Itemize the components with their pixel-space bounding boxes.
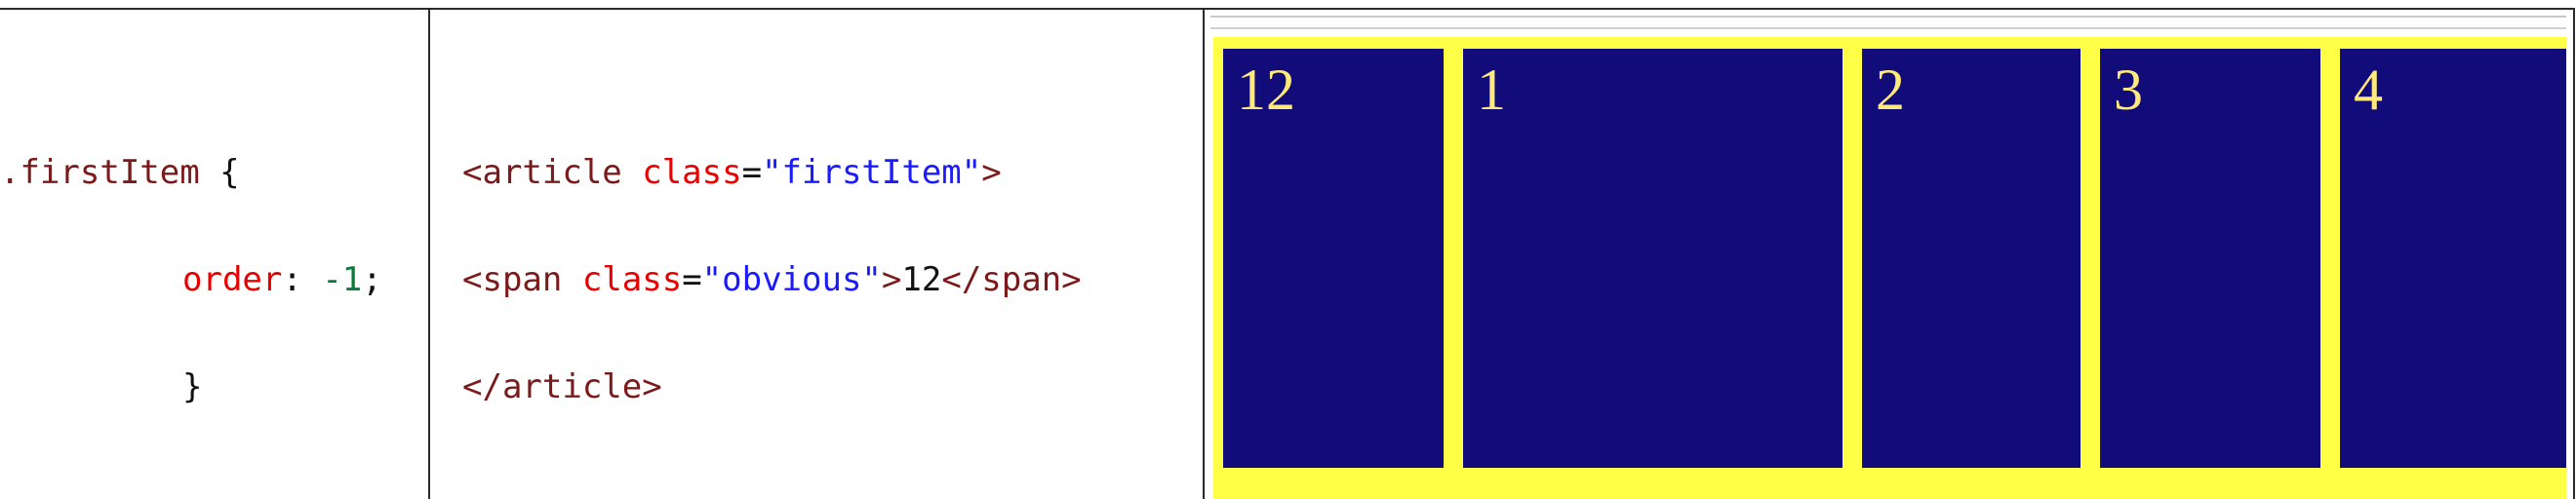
html-article-close: </article>: [462, 367, 662, 406]
html-span-open-end: >: [881, 260, 902, 299]
preview-divider: [1210, 27, 2566, 29]
html-span-attr-name: class: [581, 260, 683, 299]
css-colon: :: [282, 260, 323, 299]
html-span-attr-value: "obvious": [701, 260, 882, 299]
css-brace-close-line: [182, 367, 202, 406]
flex-container-preview: [1213, 37, 2566, 499]
css-brace-open: {: [199, 153, 240, 192]
css-selector: .firstItem: [0, 153, 200, 192]
css-semicolon: ;: [362, 260, 382, 299]
html-span-line: [462, 260, 1082, 299]
html-code-cell: [430, 10, 1205, 499]
flex-item-first: [1223, 49, 1444, 468]
html-article-open-end: >: [981, 153, 1002, 192]
flex-item: [2340, 49, 2566, 468]
css-selector-line: [0, 153, 240, 192]
css-code-cell: [0, 10, 430, 499]
html-article-open-start: <article: [462, 153, 643, 192]
flex-item-label: 12: [1237, 58, 1295, 122]
html-article-equals: =: [741, 153, 763, 192]
html-span-content: 12: [901, 260, 942, 299]
flex-item: [1862, 49, 2081, 468]
html-span-open-start: <span: [462, 260, 582, 299]
flex-item-label: 1: [1477, 58, 1506, 122]
css-property: order: [182, 260, 283, 299]
flex-item-label: 3: [2114, 58, 2143, 122]
flex-item: [1463, 49, 1843, 468]
html-span-close: </span>: [941, 260, 1082, 299]
css-value: -1: [322, 260, 363, 299]
flex-item: [2100, 49, 2320, 468]
html-article-attr-value: "firstItem": [762, 153, 982, 192]
html-article-open-line: [462, 153, 1002, 192]
html-article-close-line: [462, 367, 662, 406]
flex-item-label: 2: [1876, 58, 1905, 122]
css-declaration-line: [182, 260, 382, 299]
html-span-equals: =: [682, 260, 702, 299]
css-brace-close: }: [182, 367, 203, 406]
html-article-attr-name: class: [642, 153, 742, 192]
flex-item-label: 4: [2354, 58, 2383, 122]
